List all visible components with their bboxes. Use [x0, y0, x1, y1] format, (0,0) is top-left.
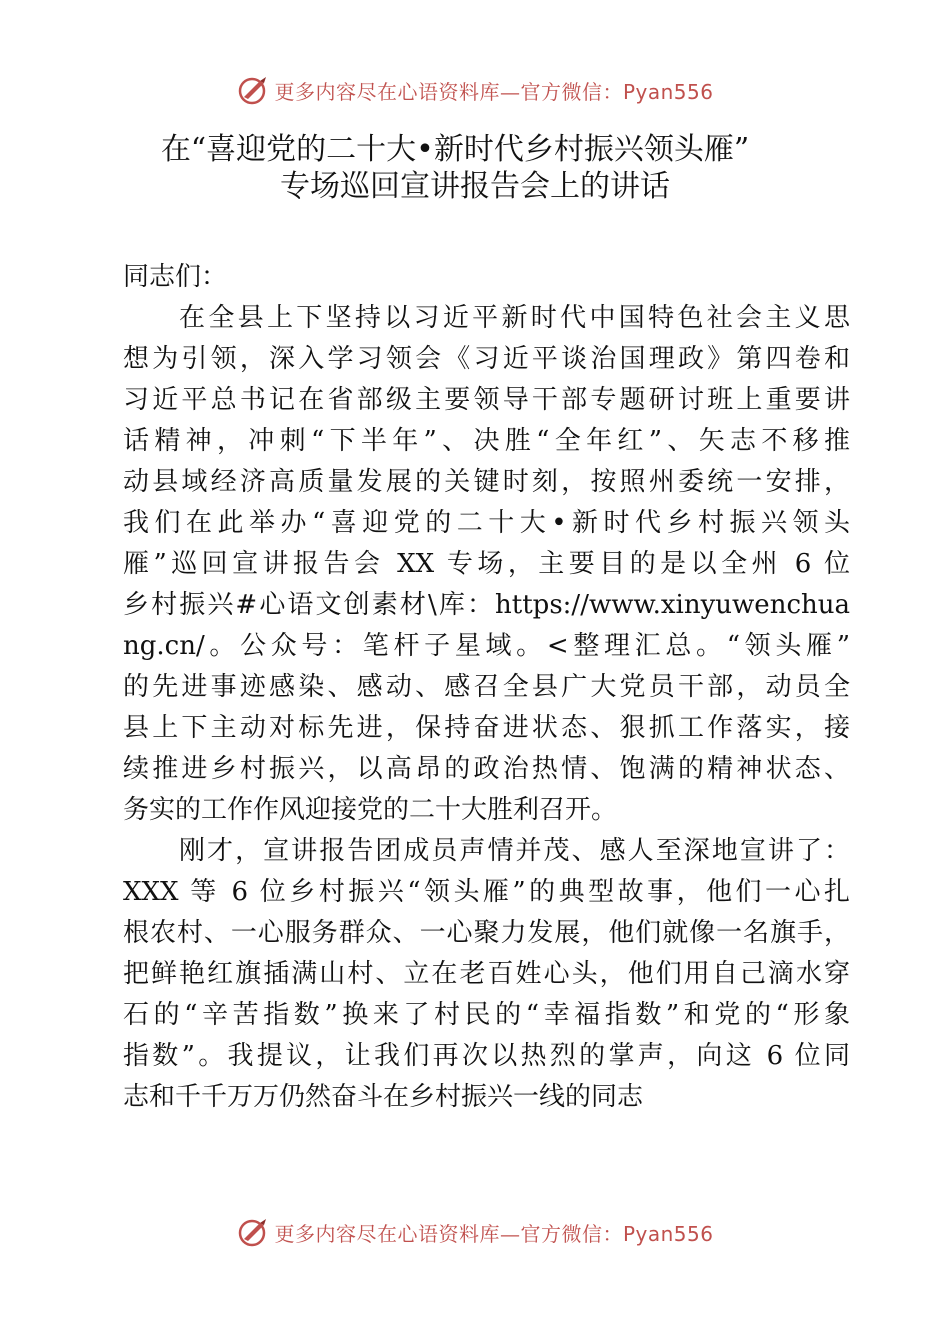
watermark-text: 更多内容尽在心语资料库—	[274, 79, 521, 104]
salutation: 同志们：	[123, 262, 228, 292]
paragraph-line: 指数”。我提议，让我们再次以热烈的掌声，向这 6 位同	[123, 1041, 850, 1071]
paragraph-line: ng.cn/。公众号：笔杆子星域。<整理汇总。“领头雁”	[123, 631, 850, 661]
paragraph-line: 我们在此举办“喜迎党的二十大•新时代乡村振兴领头	[123, 508, 850, 538]
paragraph-line: 续推进乡村振兴，以高昂的政治热情、饱满的精神状态、	[123, 754, 850, 784]
paragraph-line: 刚才，宣讲报告团成员声情并茂、感人至深地宣讲了：	[179, 836, 850, 866]
paragraph-line: XXX 等 6 位乡村振兴“领头雁”的典型故事，他们一心扎	[123, 877, 850, 907]
paragraph-line: 石的“辛苦指数”换来了村民的“幸福指数”和党的“形象	[123, 1000, 850, 1030]
watermark-wechat: 官方微信：Pyan556	[520, 79, 714, 104]
watermark-wechat: 官方微信：Pyan556	[520, 1221, 714, 1246]
paragraph-line: 动县域经济高质量发展的关键时刻，按照州委统一安排，	[123, 467, 850, 497]
pen-logo-icon	[236, 1215, 270, 1249]
paragraph-line: 想为引领，深入学习领会《习近平谈治国理政》第四卷和	[123, 344, 850, 374]
header-watermark	[0, 70, 950, 110]
footer-watermark	[0, 1212, 950, 1252]
paragraph-line: 的先进事迹感染、感动、感召全县广大党员干部，动员全	[123, 672, 850, 702]
paragraph-line: 在全县上下坚持以习近平新时代中国特色社会主义思	[179, 303, 850, 333]
paragraph-line: 雁”巡回宣讲报告会 XX 专场，主要目的是以全州 6 位	[123, 549, 850, 579]
paragraph-line: 话精神，冲刺“下半年”、决胜“全年红”、矢志不移推	[123, 426, 850, 456]
paragraph-line: 把鲜艳红旗插满山村、立在老百姓心头，他们用自己滴水穿	[123, 959, 850, 989]
paragraph-line: 务实的工作作风迎接党的二十大胜利召开。	[123, 795, 618, 825]
paragraph-line: 习近平总书记在省部级主要领导干部专题研讨班上重要讲	[123, 385, 850, 415]
pen-logo-icon	[236, 73, 270, 107]
paragraph-line: 县上下主动对标先进，保持奋进状态、狠抓工作落实，接	[123, 713, 850, 743]
document-title-line2: 专场巡回宣讲报告会上的讲话	[280, 169, 670, 204]
paragraph-line: 根农村、一心服务群众、一心聚力发展，他们就像一名旗手，	[123, 918, 850, 948]
paragraph-line: 志和千千万万仍然奋斗在乡村振兴一线的同志	[123, 1082, 644, 1112]
paragraph-line: 乡村振兴#心语文创素材\库：https://www.xinyuwenchua	[123, 590, 850, 620]
watermark-text: 更多内容尽在心语资料库—	[274, 1221, 521, 1246]
document-title-line1: 在“喜迎党的二十大•新时代乡村振兴领头雁”	[160, 132, 750, 167]
